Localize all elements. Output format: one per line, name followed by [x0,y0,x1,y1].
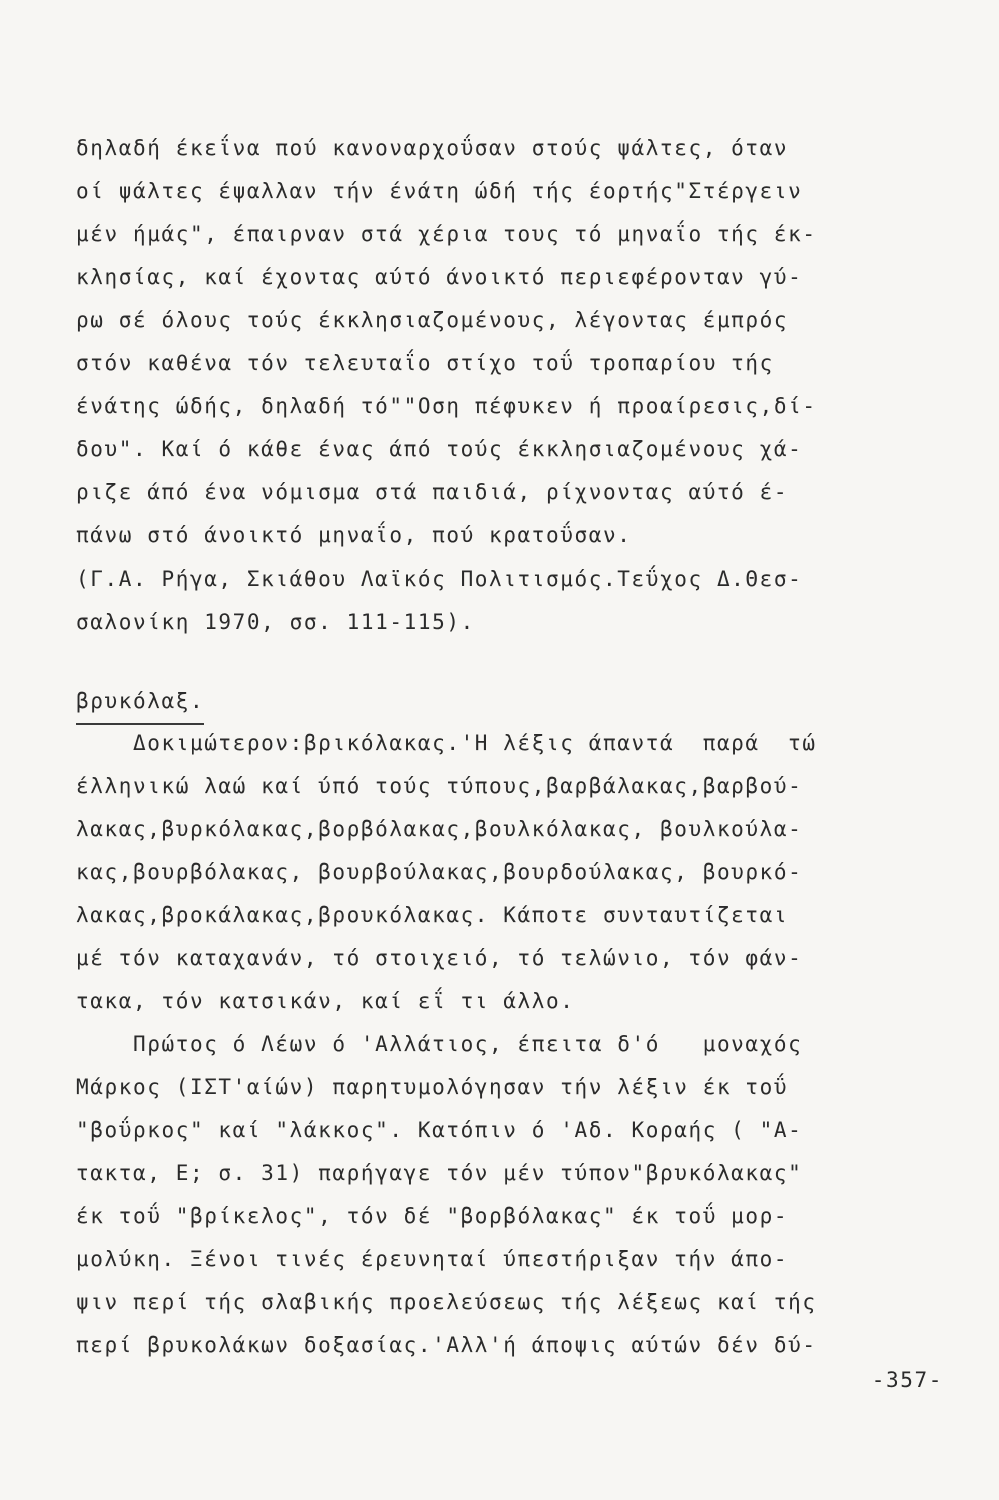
text-line: ριζε άπό ένα νόμισμα στά παιδιά, ρίχνοντας αύτό έ- [76,480,789,504]
text-line: ψιν περί τής σλαβικής προελεύσεως τής λέξεως καί τής [76,1290,817,1314]
text-line: "βοΰρκος" καί "λάκκος". Κατόπιν ό 'Αδ. Κοραής ( "Α- [76,1118,803,1142]
text-line: κας,βουρβόλακας, βουρβούλακας,βουρδούλακας, βουρκό- [76,860,803,884]
text-line: λακας,βυρκόλακας,βορβόλακας,βουλκόλακας, βουλκούλα- [76,817,803,841]
entry-heading: βρυκόλαξ. [76,680,204,725]
text-line: ένάτης ώδής, δηλαδή τό""Οση πέφυκεν ή προαίρεσις,δί- [76,394,817,418]
text-line: κλησίας, καί έχοντας αύτό άνοικτό περιεφέρονταν γύ- [76,265,803,289]
text-line: πάνω στό άνοικτό μηναΐο, πού κρατοΰσαν. [76,523,632,547]
text-line: δου". Καί ό κάθε ένας άπό τούς έκκλησιαζομένους χά- [76,437,803,461]
text-line: Πρώτος ό Λέων ό 'Αλλάτιος, έπειτα δ'ό μοναχός [76,1032,803,1056]
text-line: τακα, τόν κατσικάν, καί εΐ τι άλλο. [76,989,575,1013]
bibliographic-reference [76,558,946,644]
text-line: μολύκη. Ξένοι τινές έρευνηταί ύπεστήριξαν τήν άπο- [76,1247,789,1271]
text-line: οί ψάλτες έψαλλαν τήν ένάτη ώδή τής έορτής"Στέργειν [76,179,803,203]
text-line: λακας,βροκάλακας,βρουκόλακας. Κάποτε συνταυτίζεται [76,903,789,927]
text-line: μέ τόν καταχανάν, τό στοιχειό, τό τελώνιο, τόν φάν- [76,946,803,970]
text-line: έλληνικώ λαώ καί ύπό τούς τύπους,βαρβάλακας,βαρβού- [76,774,803,798]
text-line: στόν καθένα τόν τελευταΐο στίχο τοΰ τροπαρίου τής [76,351,774,375]
text-line: περί βρυκολάκων δοξασίας.'Αλλ'ή άποψις αύτών δέν δύ- [76,1333,817,1357]
paragraph-entry-body [76,722,946,1367]
text-line: ρω σέ όλους τούς έκκλησιαζομένους, λέγοντας έμπρός [76,308,789,332]
text-line: Μάρκος (ΙΣΤ'αίών) παρητυμολόγησαν τήν λέξιν έκ τοΰ [76,1075,789,1099]
text-line: έκ τοΰ "βρίκελος", τόν δέ "βορβόλακας" έκ τοΰ μορ- [76,1204,789,1228]
reference-line: σαλονίκη 1970, σσ. 111-115). [76,610,475,634]
text-line: δηλαδή έκεΐνα πού κανοναρχοΰσαν στούς ψάλτες, όταν [76,136,789,160]
page-number: -357- [871,1368,943,1392]
text-line: Δοκιμώτερον:βρικόλακας.'Η λέξις άπαντά παρά τώ [76,731,817,755]
paragraph-first [76,127,946,557]
text-line: τακτα, Ε; σ. 31) παρήγαγε τόν μέν τύπον"βρυκόλακας" [76,1161,803,1185]
text-line: μέν ήμάς", έπαιρναν στά χέρια τους τό μηναΐο τής έκ- [76,222,817,246]
reference-line: (Γ.Α. Ρήγα, Σκιάθου Λαϊκός Πολιτισμός.Τεΰχος Δ.Θεσ- [76,567,803,591]
